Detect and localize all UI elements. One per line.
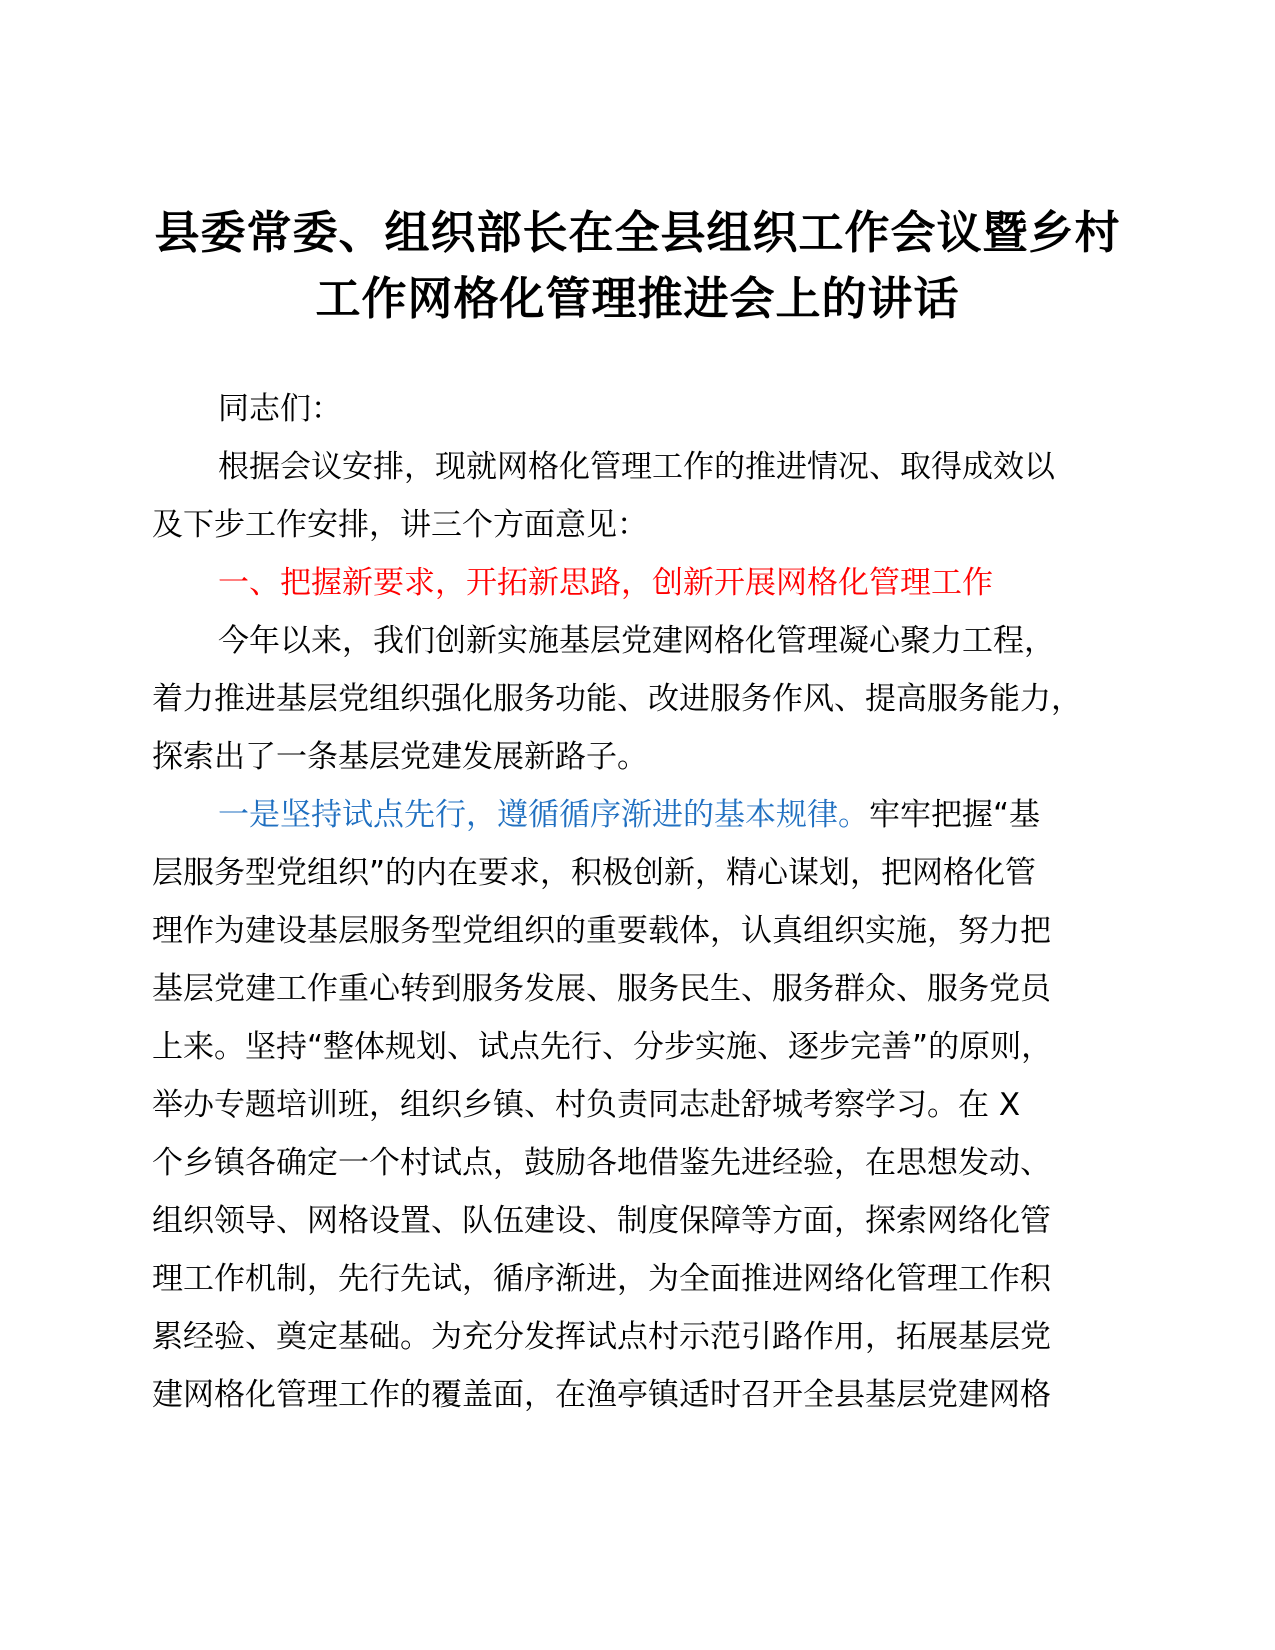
document-title (120, 200, 1155, 332)
para2-line-7: 个乡镇各确定一个村试点，鼓励各地借鉴先进经验，在思想发动、 (152, 1145, 1051, 1181)
para2-line-2: 层服务型党组织”的内在要求，积极创新，精心谋划，把网格化管 (152, 855, 1037, 891)
title-line-2: 工作网格化管理推进会上的讲话 (315, 272, 960, 325)
para2-line-9: 理工作机制，先行先试，循序渐进，为全面推进网络化管理工作积 (152, 1261, 1051, 1297)
para2-line-10: 累经验、奠定基础。为充分发挥试点村示范引路作用，拓展基层党 (152, 1319, 1051, 1355)
intro-line-2: 及下步工作安排，讲三个方面意见： (152, 507, 648, 543)
para2-line-3: 理作为建设基层服务型党组织的重要载体，认真组织实施，努力把 (152, 913, 1051, 949)
para2-first-rest: 牢牢把握“基 (869, 797, 1041, 833)
section-heading: 一、把握新要求，开拓新思路，创新开展网格化管理工作 (218, 565, 993, 601)
para2-highlight: 一是坚持试点先行，遵循循序渐进的基本规律。 (218, 797, 869, 833)
para2-line-4: 基层党建工作重心转到服务发展、服务民生、服务群众、服务党员 (152, 971, 1051, 1007)
para2-line-5: 上来。坚持“整体规划、试点先行、分步实施、逐步完善”的原则， (152, 1029, 1053, 1065)
title-line-1: 县委常委、组织部长在全县组织工作会议暨乡村 (154, 206, 1121, 259)
para2-first-line (152, 786, 1132, 844)
intro-line-1: 根据会议安排，现就网格化管理工作的推进情况、取得成效以 (218, 449, 1055, 485)
para2-line-8: 组织领导、网格设置、队伍建设、制度保障等方面，探索网络化管 (152, 1203, 1051, 1239)
para2-line-6: 举办专题培训班，组织乡镇、村负责同志赴舒城考察学习。在 X (152, 1087, 1021, 1123)
greeting: 同志们： (218, 391, 342, 427)
document-body (152, 380, 1132, 1424)
para1-line-1: 今年以来，我们创新实施基层党建网格化管理凝心聚力工程， (218, 623, 1055, 659)
para2-line-11: 建网格化管理工作的覆盖面，在渔亭镇适时召开全县基层党建网格 (152, 1377, 1051, 1413)
para1-line-2: 着力推进基层党组织强化服务功能、改进服务作风、提高服务能力， (152, 681, 1082, 717)
para1-line-3: 探索出了一条基层党建发展新路子。 (152, 739, 648, 775)
